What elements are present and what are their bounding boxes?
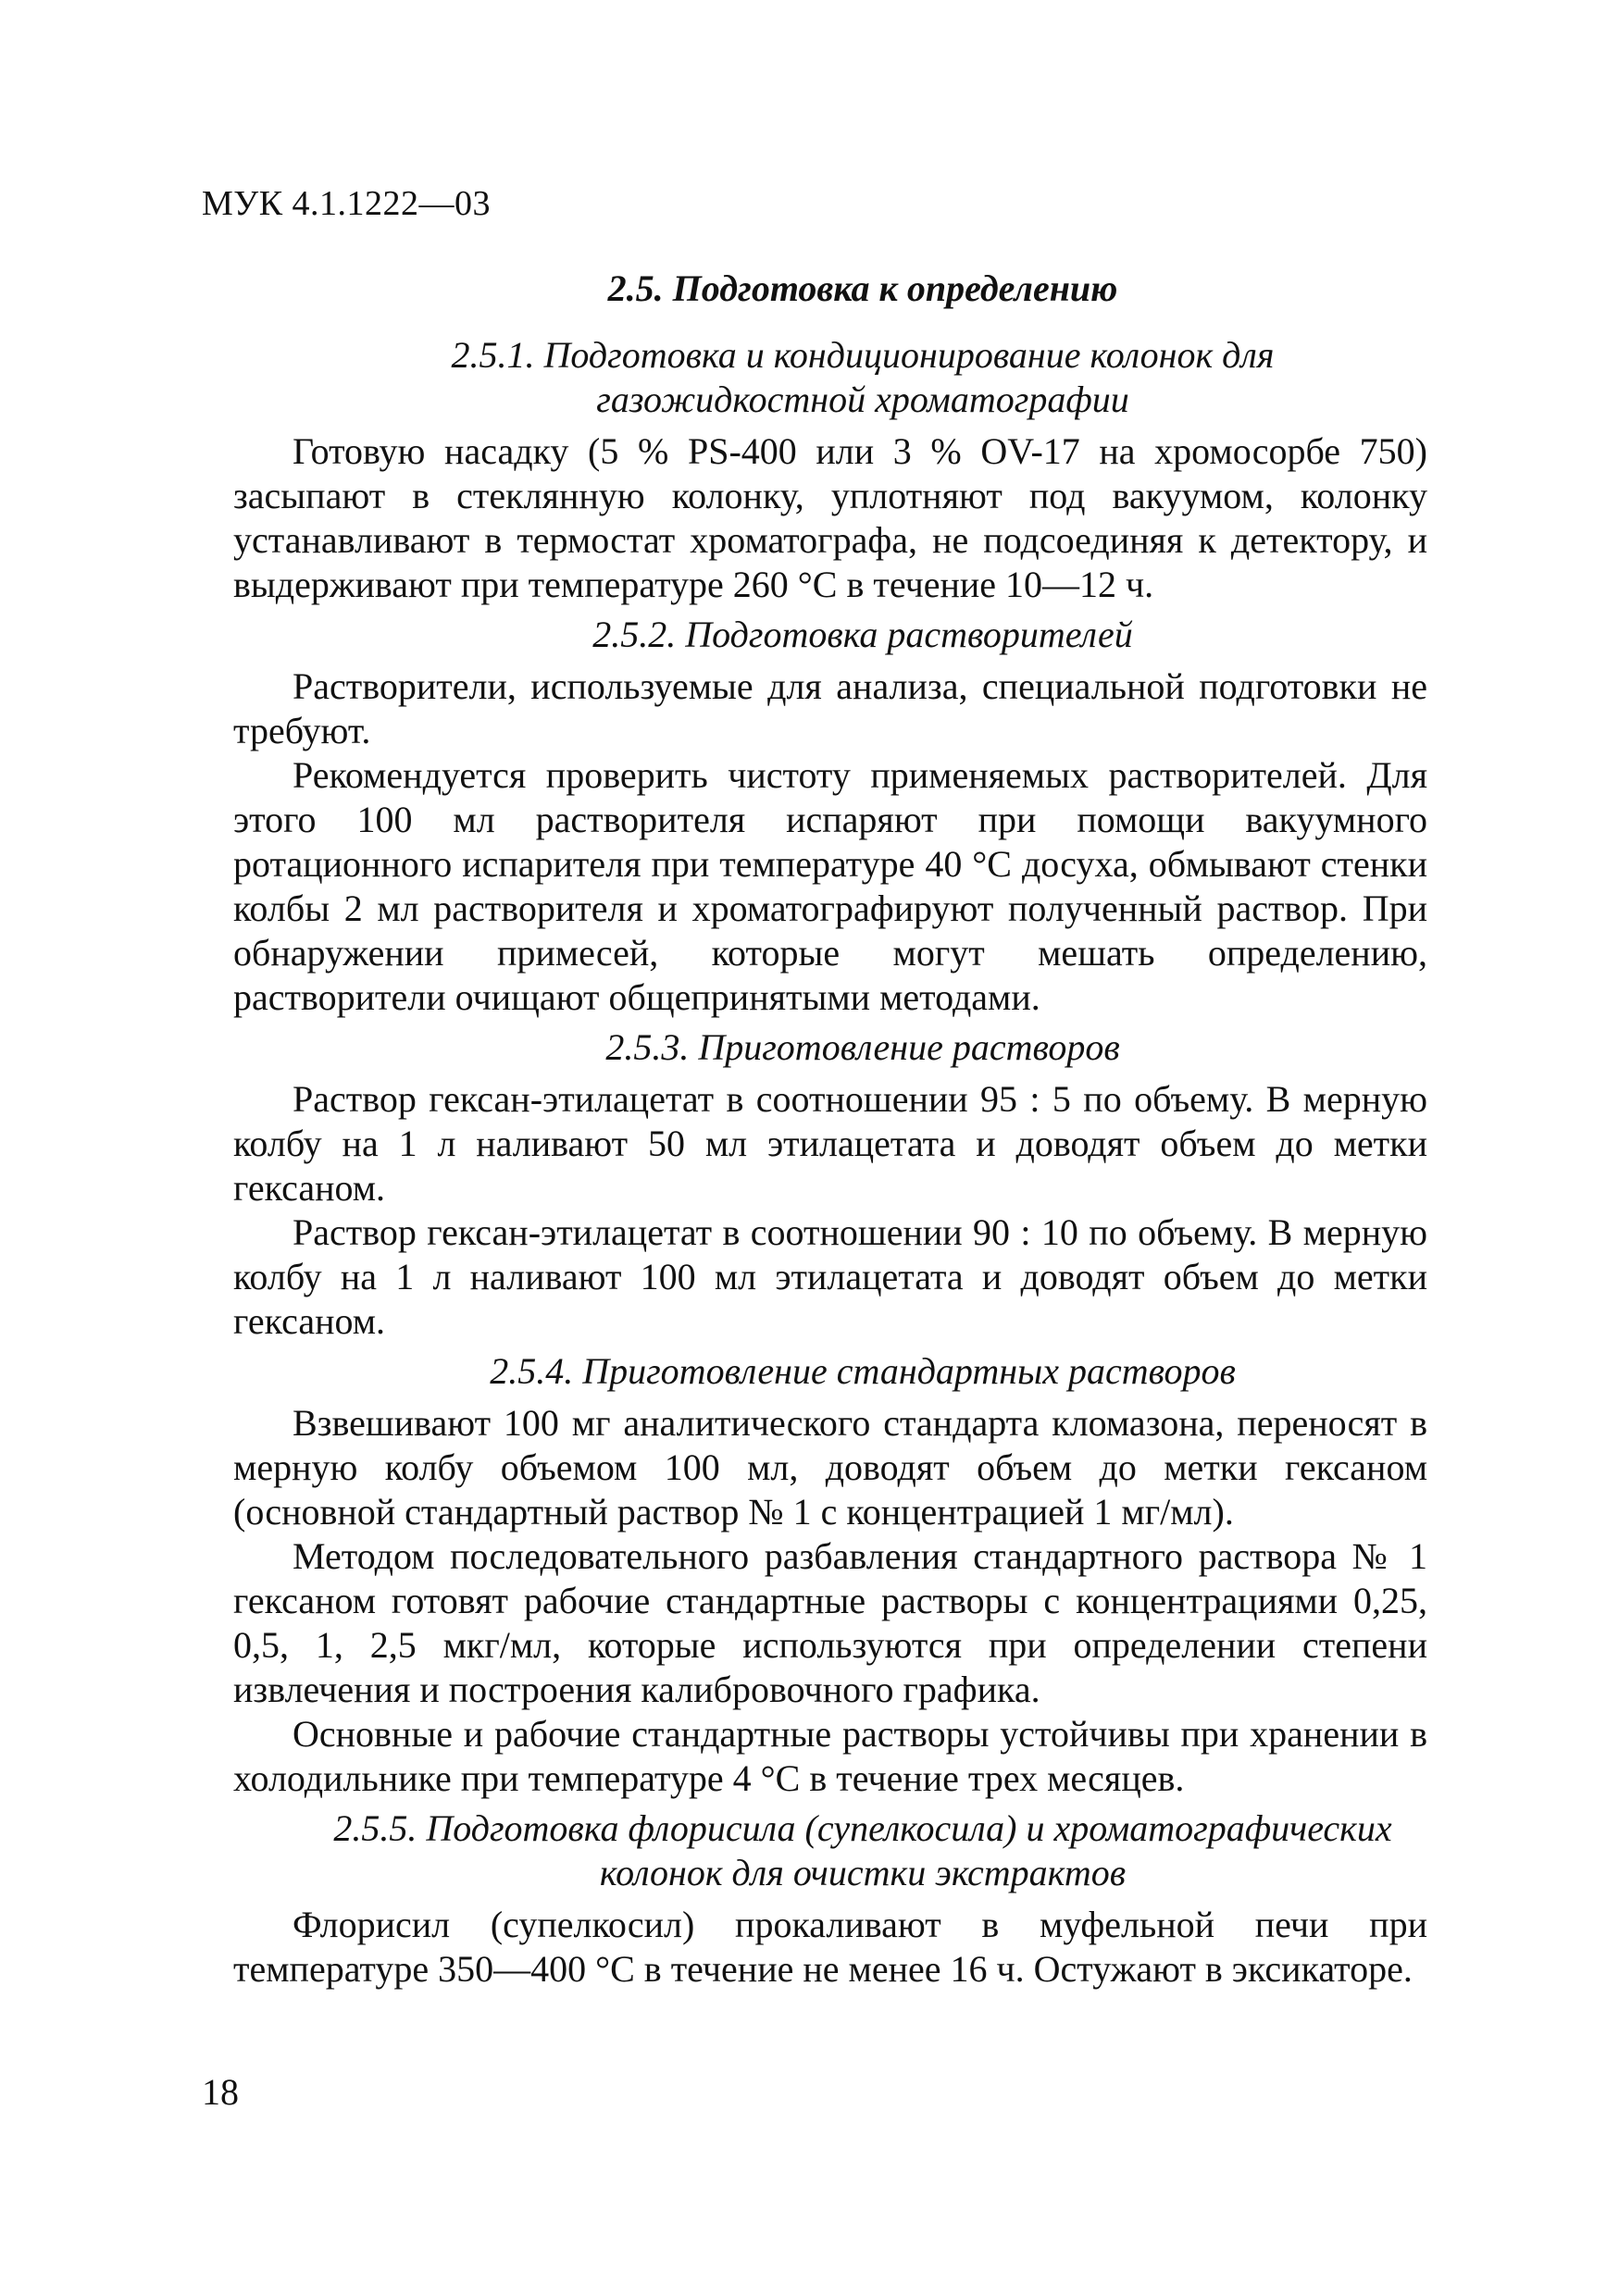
paragraph: Рекомендуется проверить чистоту применяемых растворителей. Для этого 100 мл растворителя испаряют при помощи вакуумного ротационного испарителя при температуре 40 °С досуха, обмывают стенки колбы 2 мл растворителя и хроматографируют полученный раствор. При обнаружении примесей, которые могут мешать определению, растворители очищают общепринятыми методами.: [233, 754, 1427, 1018]
paragraph: Флорисил (супелкосил) прокаливают в муфельной печи при температуре 350—400 °С в течение не менее 16 ч. Остужают в эксикаторе.: [233, 1904, 1427, 1990]
page-number: 18: [202, 2071, 239, 2113]
paragraph: Раствор гексан-этилацетат в соотношении 95 : 5 по объему. В мерную колбу на 1 л наливают 50 мл этилацетата и доводят объем до метки гексаном.: [233, 1078, 1427, 1209]
paragraph: Методом последовательного разбавления стандартного раствора № 1 гексаном готовят рабочие стандартные растворы с концентрациями 0,25, 0,5, 1, 2,5 мкг/мл, которые используются при определении степени извлечения и построения калибровочного графика.: [233, 1535, 1427, 1710]
paragraph: Взвешивают 100 мг аналитического стандарта кломазона, переносят в мерную колбу объемом 100 мл, доводят объем до метки гексаном (основной стандартный раствор № 1 с концентрацией 1 мг/мл).: [233, 1402, 1427, 1533]
running-header: МУК 4.1.1222—03: [202, 184, 492, 223]
section-heading-2-5: 2.5. Подготовка к определению: [607, 267, 1118, 309]
paragraph: Готовую насадку (5 % PS-400 или 3 % OV-17 на хромосорбе 750) засыпают в стеклянную колонку, уплотняют под вакуумом, колонку устанавливают в термостат хроматографа, не подсоединяя к детектору, и выдерживают при температуре 260 °С в течение 10—12 ч.: [233, 430, 1427, 605]
paragraph: Растворители, используемые для анализа, специальной подготовки не требуют.: [233, 665, 1427, 751]
document-body: [233, 267, 1427, 1992]
subsection-heading-2-5-2: 2.5.2. Подготовка растворителей: [592, 614, 1133, 655]
subsection-heading-2-5-4: 2.5.4. Приготовление стандартных растворов: [490, 1350, 1236, 1392]
subsection-heading-2-5-3: 2.5.3. Приготовление растворов: [605, 1026, 1120, 1068]
paragraph: Раствор гексан-этилацетат в соотношении 90 : 10 по объему. В мерную колбу на 1 л наливают 100 мл этилацетата и доводят объем до метки гексаном.: [233, 1211, 1427, 1342]
subsection-heading-2-5-1: 2.5.1. Подготовка и кондиционирование колонок для газожидкостной хроматографии: [451, 334, 1275, 420]
paragraph: Основные и рабочие стандартные растворы устойчивы при хранении в холодильнике при температуре 4 °С в течение трех месяцев.: [233, 1713, 1427, 1799]
subsection-heading-2-5-5: 2.5.5. Подготовка флорисила (супелкосила) и хроматографических колонок для очистки экстрактов: [333, 1807, 1392, 1893]
